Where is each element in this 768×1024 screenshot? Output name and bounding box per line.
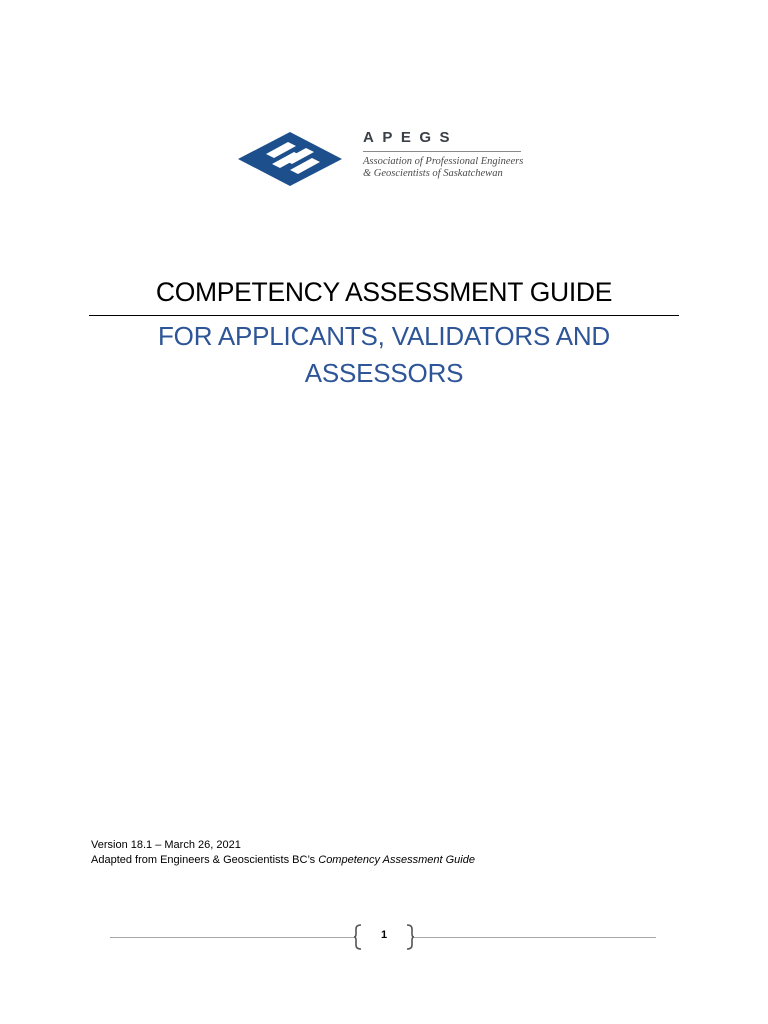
subtitle-line1: FOR APPLICANTS, VALIDATORS AND (157, 321, 610, 351)
logo-assoc-line1: Association of Professional Engineers (363, 156, 524, 167)
version-line: Version 18.1 – March 26, 2021 (91, 839, 241, 851)
document-subtitle (0, 318, 768, 392)
left-bracket-icon (353, 924, 363, 950)
apegs-logo (236, 126, 536, 192)
document-title: COMPETENCY ASSESSMENT GUIDE (155, 277, 613, 307)
footer-rule-left (110, 937, 354, 938)
page-number: 1 (380, 929, 388, 941)
subtitle-line2: ASSESSORS (304, 358, 464, 388)
adapted-from-line (91, 853, 475, 868)
logo-assoc-line2: & Geoscientists of Saskatchewan (363, 168, 503, 179)
document-meta (91, 838, 475, 868)
adapted-prefix: Adapted from Engineers & Geoscientists BC’s (91, 854, 319, 866)
footer-rule-right (414, 937, 656, 938)
adapted-source-title: Competency Assessment Guide (318, 854, 475, 866)
title-divider (89, 315, 679, 316)
apegs-diamond-icon (236, 130, 344, 188)
logo-association-name (363, 156, 523, 180)
logo-divider (363, 151, 521, 152)
logo-wordmark: APEGS (363, 129, 459, 146)
